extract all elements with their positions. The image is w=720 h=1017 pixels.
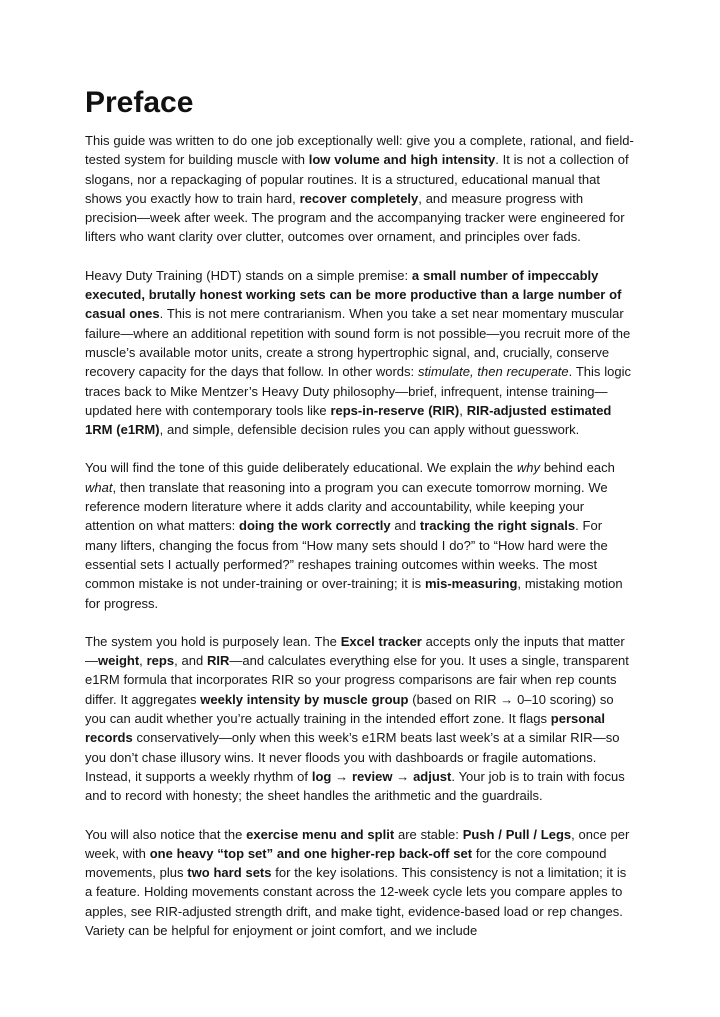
paragraph-tone: You will find the tone of this guide deliberately educational. We explain the why behind each what, then translate that reasoning into a program you can execute tomorrow morning. We reference modern literature where it adds clarity and accountability, while keeping your attention on what matters: doing the work correctly and tracking the right signals. For many lifters, changing the focus from “How many sets should I do?” to “How hard were the essential sets I actually performed?” reshapes training outcomes within weeks. The most common mistake is not under-training or over-training; it is mis-measuring, mistaking motion for progress. [85, 460, 623, 611]
document-content [85, 86, 637, 959]
page-title: Preface [85, 86, 194, 119]
paragraph-hdt-premise: Heavy Duty Training (HDT) stands on a simple premise: a small number of impeccably executed, brutally honest working sets can be more productive than a large number of casual ones. This is not mere contrarianism. When you take a set near momentary muscular failure—where an additional repetition with sound form is not possible—you recruit more of the muscle’s available motor units, create a strong hypertrophic signal, and, crucially, conserve recovery capacity for the days that follow. In other words: stimulate, then recuperate. This logic traces back to Mike Mentzer’s Heavy Duty philosophy—brief, infrequent, intense training—updated here with contemporary tools like reps-in-reserve (RIR), RIR-adjusted estimated 1RM (e1RM), and simple, defensible decision rules you can apply without guesswork. [85, 267, 631, 438]
paragraph-intro: This guide was written to do one job exceptionally well: give you a complete, rational, and field-tested system for building muscle with low volume and high intensity. It is not a collection of slogans, nor a repackaging of popular routines. It is a structured, educational manual that shows you exactly how to train hard, recover completely, and measure progress with precision—week after week. The program and the accompanying tracker were engineered for lifters who want clarity over clutter, outcomes over ornament, and principles over fads. [85, 133, 634, 245]
paragraph-split: You will also notice that the exercise menu and split are stable: Push / Pull / Legs, once per week, with one heavy “top set” and one higher-rep back-off set for the core compound movements, plus two hard sets for the key isolations. This consistency is not a limitation; it is a feature. Holding movements constant across the 12-week cycle lets you compare apples to apples, see RIR-adjusted strength drift, and make tight, evidence-based load or rep changes. Variety can be helpful for enjoyment or joint comfort, and we include [85, 826, 630, 938]
paragraph-tracker: The system you hold is purposely lean. The Excel tracker accepts only the inputs that matter—weight, reps, and RIR—and calculates everything else for you. It uses a single, transparent e1RM formula that incorporates RIR so your progress comparisons are fair when rep counts differ. It aggregates weekly intensity by muscle group (based on RIR → 0–10 scoring) so you can audit whether you’re actually training in the intended effort zone. It flags personal records conservatively—only when this week’s e1RM beats last week’s at a similar RIR—so you don’t chase illusory wins. It never floods you with dashboards or fragile automations. Instead, it supports a weekly rhythm of log → review → adjust. Your job is to train with focus and to record with honesty; the sheet handles the arithmetic and the guardrails. [85, 633, 629, 804]
